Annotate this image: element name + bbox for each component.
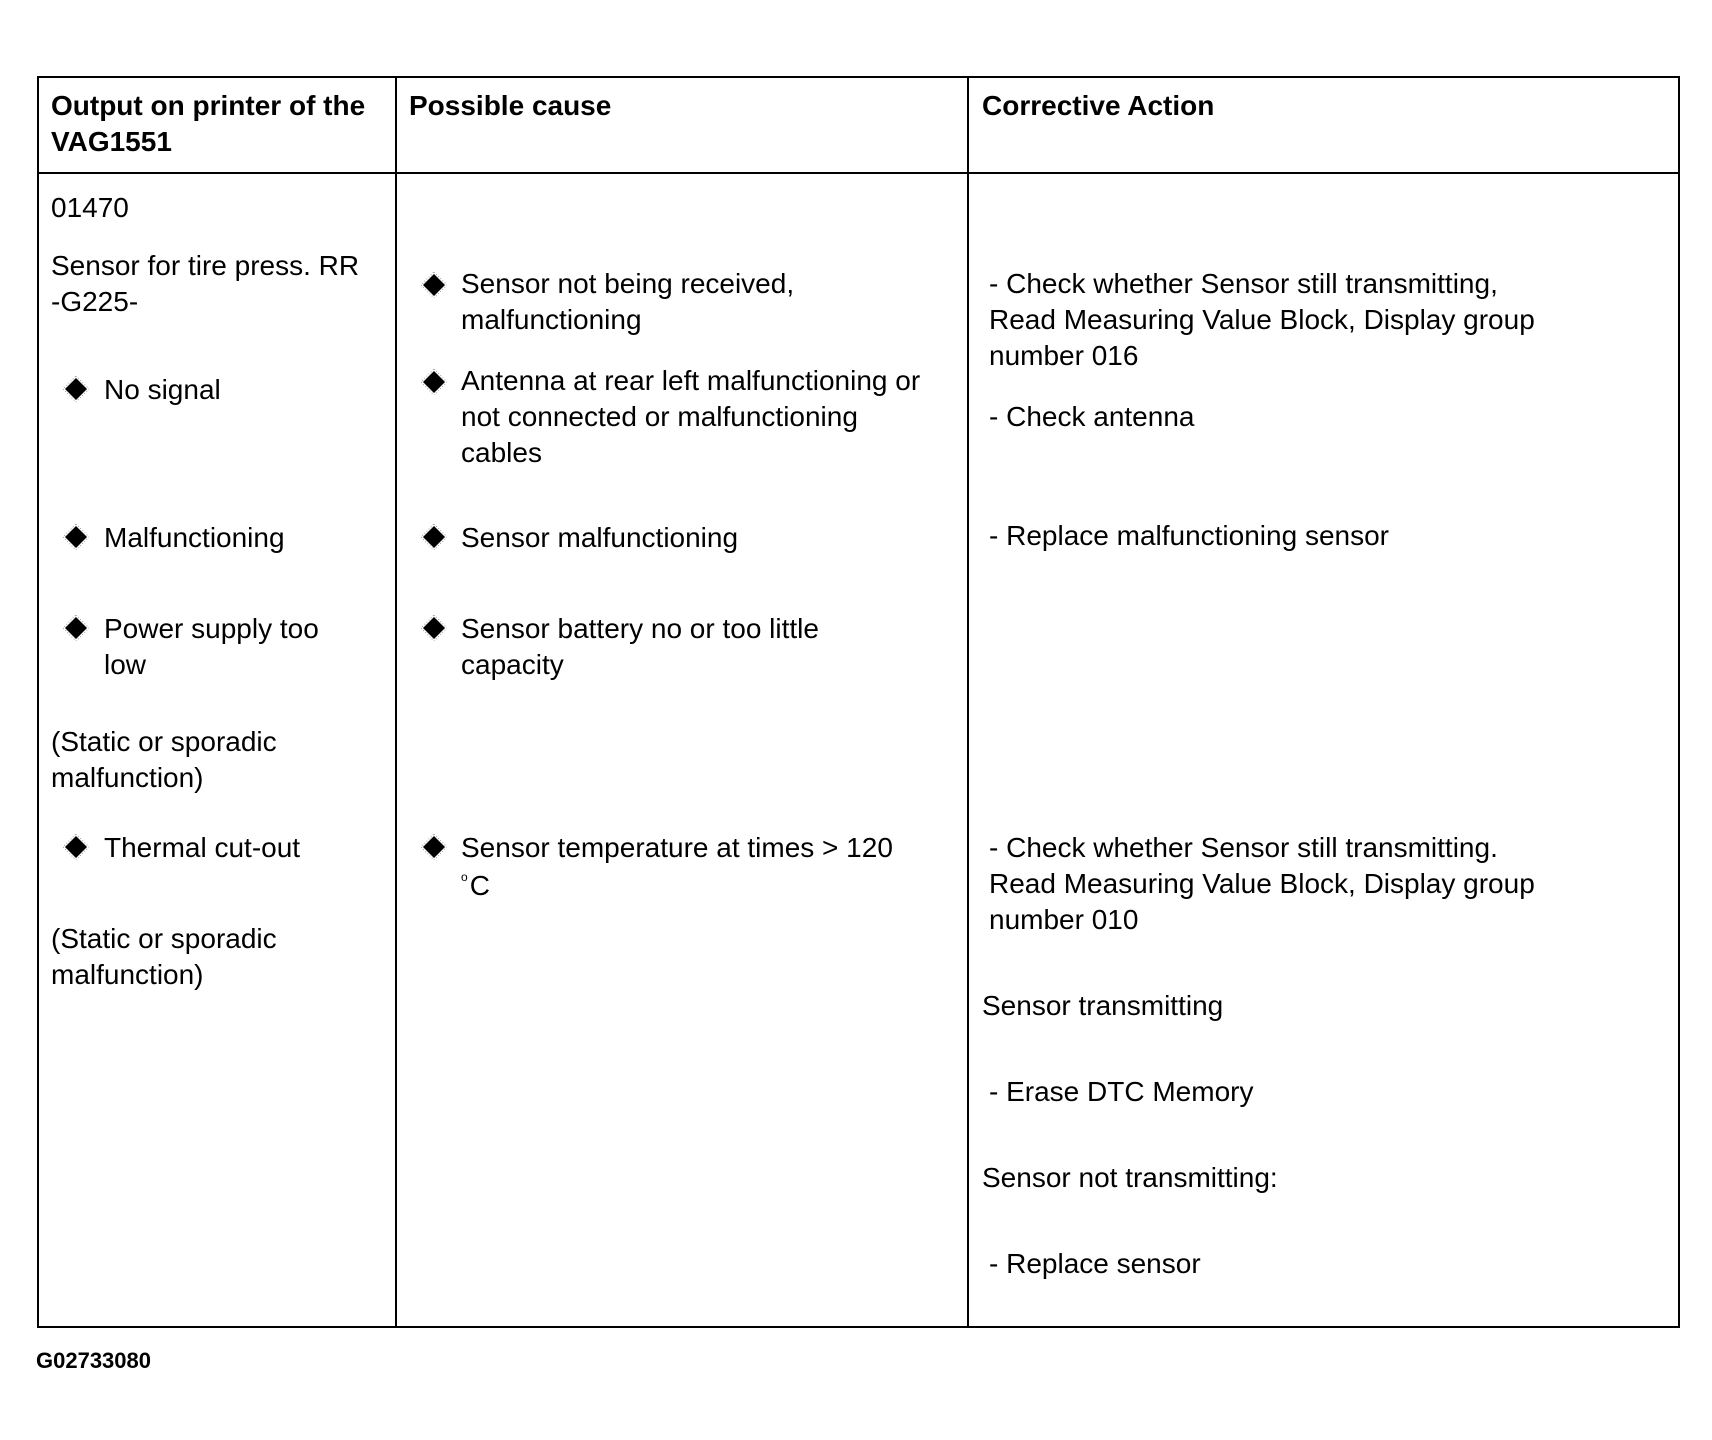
action-erase-dtc: - Erase DTC Memory [989, 1076, 1254, 1107]
diagnostic-table [37, 76, 1680, 1328]
diamond-bullet-icon [421, 369, 447, 395]
sensor-name-line1: Sensor for tire press. RR [51, 250, 360, 281]
action-sensor-transmitting: Sensor transmitting [982, 990, 1224, 1021]
degree-sign: o [461, 870, 468, 884]
figure-id: G02733080 [36, 1348, 151, 1373]
action-check-antenna: - Check antenna [989, 401, 1195, 432]
header-corrective-action: Corrective Action [982, 90, 1215, 121]
diamond-bullet-icon [63, 615, 89, 641]
diamond-bullet-icon [63, 376, 89, 402]
sensor-name-line2: -G225- [51, 286, 139, 317]
action-replace-malfunctioning-sensor: - Replace malfunctioning sensor [989, 520, 1389, 551]
fault-power-supply-line1: Power supply too [104, 613, 319, 644]
diamond-bullet-icon [63, 834, 89, 860]
cause-temperature-line2 [461, 868, 490, 909]
action-replace-sensor: - Replace sensor [989, 1248, 1201, 1279]
diamond-bullet-icon [421, 524, 447, 550]
dtc-code: 01470 [51, 192, 129, 223]
cause-not-received-line1: Sensor not being received, [461, 268, 795, 299]
fault-power-supply-line2: low [104, 649, 147, 680]
action-check-transmitting-line2: Read Measuring Value Block, Display group [989, 304, 1535, 335]
cause-temperature-line1: Sensor temperature at times > 120 [461, 832, 893, 863]
note-static-2-line1: (Static or sporadic [51, 923, 277, 954]
note-static-2-line2: malfunction) [51, 959, 204, 990]
cause-antenna-line2: not connected or malfunctioning [461, 401, 858, 432]
celsius-unit: C [469, 870, 490, 901]
note-static-line1: (Static or sporadic [51, 726, 277, 757]
diamond-bullet-icon [421, 834, 447, 860]
diamond-bullet-icon [421, 272, 447, 298]
action-check-transmitting-2-line2: Read Measuring Value Block, Display group [989, 868, 1535, 899]
action-check-transmitting-line3: number 016 [989, 340, 1139, 371]
action-check-transmitting-line1: - Check whether Sensor still transmitting, [989, 268, 1498, 299]
cause-antenna-line3: cables [461, 437, 542, 468]
diamond-bullet-icon [63, 524, 89, 550]
header-possible-cause: Possible cause [409, 90, 612, 121]
fault-thermal-cutout: Thermal cut-out [104, 832, 301, 863]
action-check-transmitting-2-line3: number 010 [989, 904, 1139, 935]
cause-battery-line2: capacity [461, 649, 564, 680]
cause-not-received-line2: malfunctioning [461, 304, 642, 335]
fault-no-signal: No signal [104, 374, 221, 405]
column-divider-2 [967, 78, 969, 1326]
action-check-transmitting-2-line1: - Check whether Sensor still transmitting. [989, 832, 1498, 863]
cause-antenna-line1: Antenna at rear left malfunctioning or [461, 365, 921, 396]
diamond-bullet-icon [421, 615, 447, 641]
cause-sensor-malfunctioning: Sensor malfunctioning [461, 522, 739, 553]
fault-malfunctioning: Malfunctioning [104, 522, 285, 553]
column-divider-1 [395, 78, 397, 1326]
header-divider [39, 172, 1678, 174]
note-static-line2: malfunction) [51, 762, 204, 793]
action-sensor-not-transmitting: Sensor not transmitting: [982, 1162, 1278, 1193]
cause-battery-line1: Sensor battery no or too little [461, 613, 819, 644]
header-output: Output on printer of the VAG1551 [51, 90, 366, 157]
